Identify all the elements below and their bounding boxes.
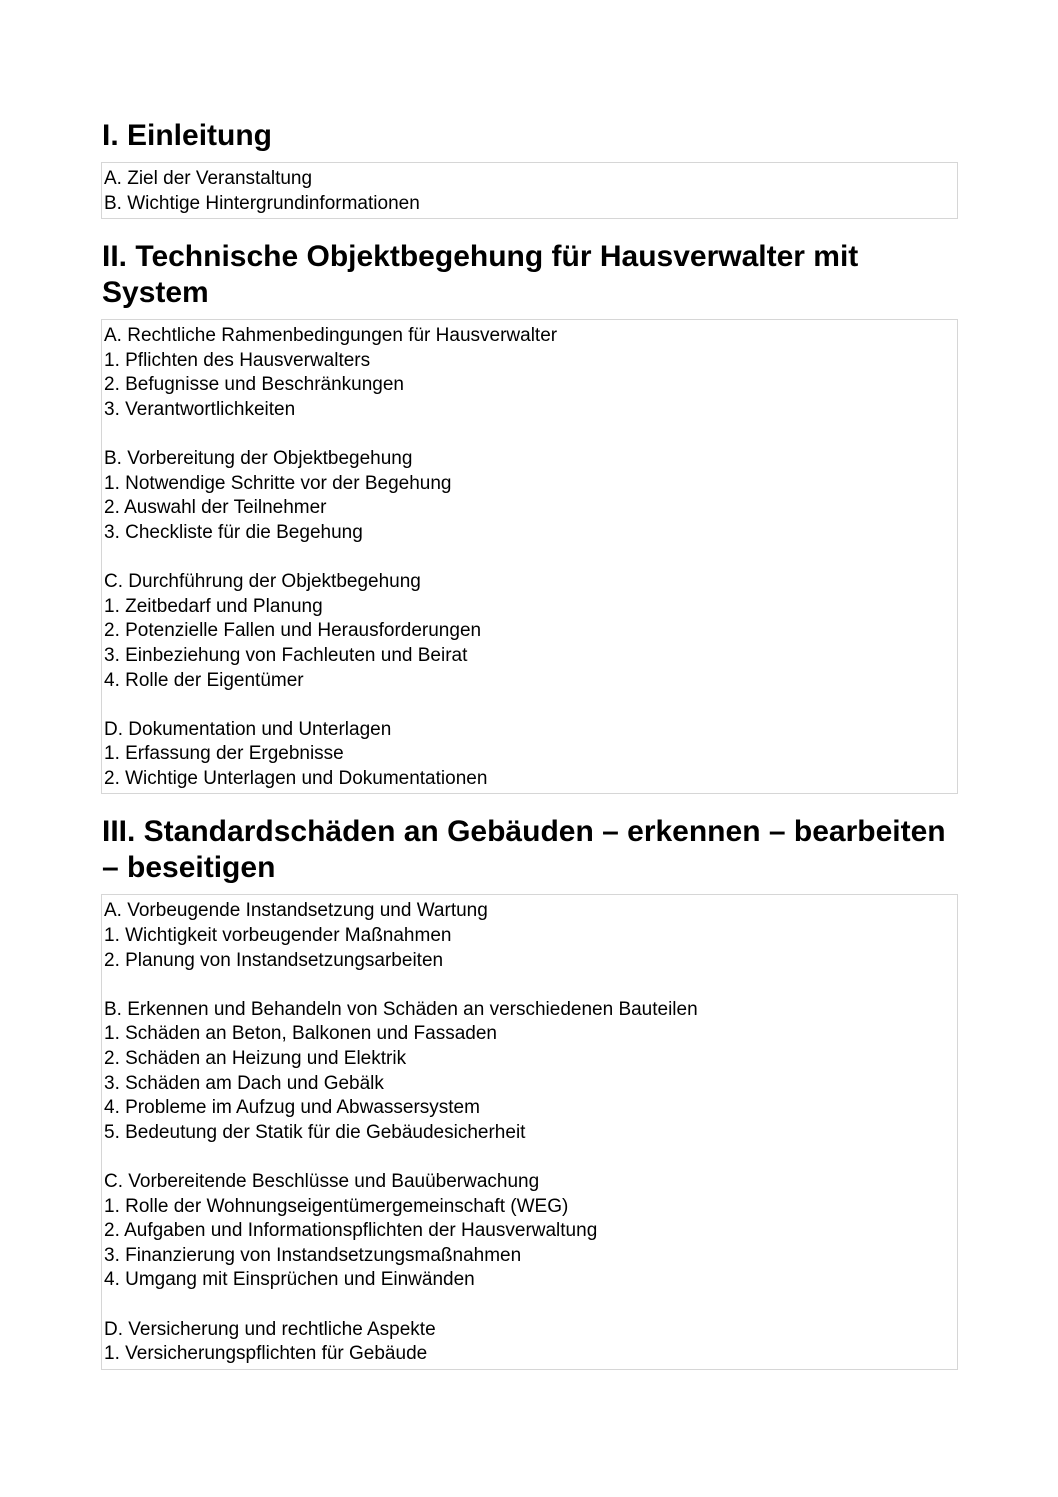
outline-group (104, 718, 957, 792)
outline-item: 4. Rolle der Eigentümer (104, 669, 304, 691)
outline-item: 2. Schäden an Heizung und Elektrik (104, 1048, 407, 1070)
section-outline-box (101, 319, 958, 794)
section-heading: II. Technische Objektbegehung für Hausverwalter mit System (102, 240, 859, 310)
outline-group (104, 324, 957, 422)
outline-subheading: A. Vorbeugende Instandsetzung und Wartung (104, 900, 488, 922)
outline-subheading: C. Vorbereitende Beschlüsse und Bauüberwachung (104, 1171, 540, 1192)
outline-item: 2. Befugnisse und Beschränkungen (104, 374, 404, 396)
outline-item: 1. Zeitbedarf und Planung (104, 595, 323, 617)
document-page (101, 118, 958, 1390)
outline-item: 1. Pflichten des Hausverwalters (104, 349, 371, 371)
outline-item: 3. Einbeziehung von Fachleuten und Beirat (104, 644, 468, 666)
outline-item: 2. Planung von Instandsetzungsarbeiten (104, 949, 444, 971)
outline-item: 5. Bedeutung der Statik für die Gebäudesicherheit (104, 1121, 526, 1143)
section-heading: III. Standardschäden an Gebäuden – erkennen – bearbeiten – beseitigen (102, 815, 946, 885)
outline-subheading: A. Rechtliche Rahmenbedingungen für Hausverwalter (104, 325, 558, 347)
outline-group (104, 1318, 957, 1367)
outline-group (104, 167, 957, 216)
outline-subheading: A. Ziel der Veranstaltung (104, 168, 313, 189)
outline-subheading: B. Vorbereitung der Objektbegehung (104, 448, 413, 470)
outline-item: 2. Potenzielle Fallen und Herausforderungen (104, 620, 482, 642)
outline-group (104, 998, 957, 1146)
outline-item: 1. Schäden an Beton, Balkonen und Fassaden (104, 1023, 497, 1045)
outline-item: 3. Schäden am Dach und Gebälk (104, 1072, 384, 1094)
outline-group (104, 447, 957, 545)
outline-item: 3. Finanzierung von Instandsetzungsmaßnahmen (104, 1244, 522, 1266)
outline-item: 1. Wichtigkeit vorbeugender Maßnahmen (104, 925, 452, 947)
outline-group (104, 899, 957, 973)
outline-item: 1. Rolle der Wohnungseigentümergemeinschaft (WEG) (104, 1195, 569, 1217)
outline-subheading: B. Erkennen und Behandeln von Schäden an verschiedenen Bauteilen (104, 998, 698, 1020)
section-heading: I. Einleitung (102, 119, 272, 152)
outline-group (104, 570, 957, 693)
outline-item: 2. Auswahl der Teilnehmer (104, 497, 327, 519)
outline-item: 2. Wichtige Unterlagen und Dokumentationen (104, 767, 488, 789)
outline-item: 4. Umgang mit Einsprüchen und Einwänden (104, 1269, 475, 1291)
outline-item: 3. Verantwortlichkeiten (104, 398, 296, 420)
section-outline-box (101, 894, 958, 1369)
outline-subheading: C. Durchführung der Objektbegehung (104, 571, 421, 593)
section-outline-box (101, 162, 958, 219)
outline-item: 3. Checkliste für die Begehung (104, 521, 363, 543)
outline-subheading: D. Dokumentation und Unterlagen (104, 718, 392, 740)
outline-item: 2. Aufgaben und Informationspflichten der Hausverwaltung (104, 1220, 598, 1242)
outline-group (104, 1170, 957, 1293)
outline-subheading: D. Versicherung und rechtliche Aspekte (104, 1318, 436, 1340)
outline-item: 1. Versicherungspflichten für Gebäude (104, 1343, 428, 1365)
outline-item: 4. Probleme im Aufzug und Abwassersystem (104, 1097, 480, 1119)
outline-item: 1. Notwendige Schritte vor der Begehung (104, 472, 452, 494)
outline-item: 1. Erfassung der Ergebnisse (104, 743, 344, 765)
outline-item: B. Wichtige Hintergrundinformationen (104, 192, 420, 214)
